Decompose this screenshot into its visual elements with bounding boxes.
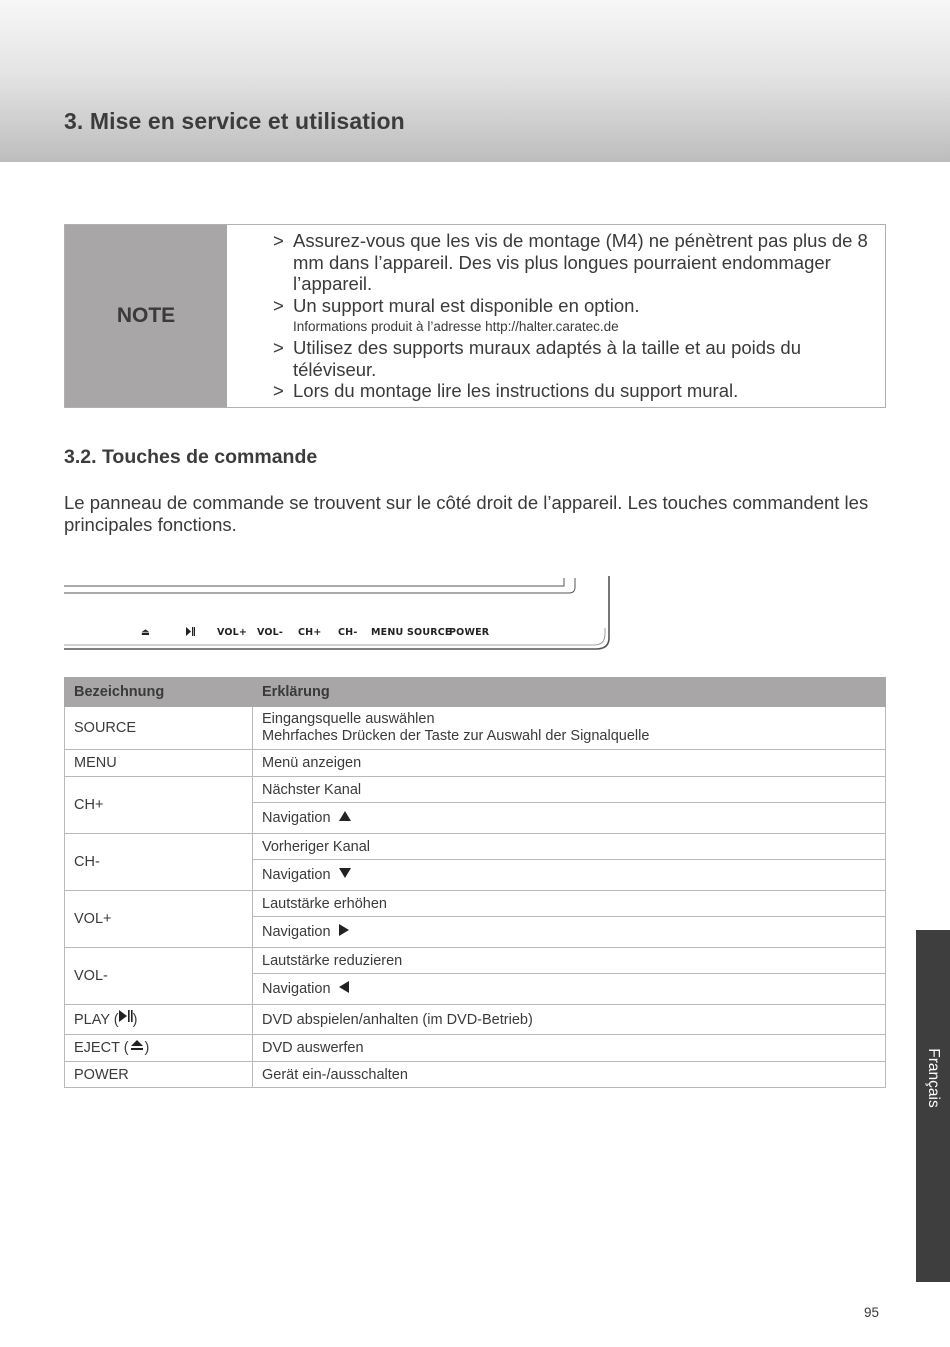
note-text: Un support mural est disponible en option. [293,294,640,316]
table-row [65,948,886,974]
table-row [65,891,886,917]
button-name: VOL+ [65,891,253,948]
navigation-label: Navigation [262,924,331,940]
intro-paragraph: Le panneau de commande se trouvent sur le côté droit de l’appareil. Les touches commandent les principales fonctions. [64,492,869,535]
navigation-cell [253,860,886,891]
table-row [65,707,886,750]
header-band [0,0,950,162]
note-item [273,230,875,295]
page-number: 95 [864,1305,880,1320]
navigation-cell [253,917,886,948]
language-label: Français [925,1048,942,1108]
language-side-tab [916,930,950,1282]
button-name: CH+ [65,777,253,834]
panel-eject-icon: ⏏ [141,627,151,638]
button-name-prefix: PLAY ( [74,1011,119,1028]
navigation-label: Navigation [262,810,331,826]
button-description: Menü anzeigen [253,750,886,777]
play-pause-icon [119,1009,133,1027]
note-content [227,225,885,407]
arrow-right-icon [339,924,349,936]
note-item [273,380,875,402]
button-name [65,1005,253,1035]
button-description: DVD auswerfen [253,1035,886,1062]
button-description: Gerät ein-/ausschalten [253,1062,886,1088]
controls-table [64,677,886,1088]
panel-label-power: POWER [449,627,490,638]
button-name: POWER [65,1062,253,1088]
note-bullet: > [273,380,284,401]
table-row [65,1005,886,1035]
panel-play-pause-icon [186,627,195,639]
note-label: NOTE [65,225,227,407]
button-name: MENU [65,750,253,777]
control-panel-illustration [64,576,614,652]
note-text: Lors du montage lire les instructions du support mural. [293,380,739,401]
panel-label-ch-minus: CH- [338,627,358,638]
button-name-suffix: ) [132,1011,138,1028]
panel-label-vol-minus: VOL- [257,627,284,638]
arrow-up-icon [339,811,351,821]
description-line: Mehrfaches Drücken der Taste zur Auswahl der Signalquelle [262,728,650,744]
table-row [65,750,886,777]
navigation-label: Navigation [262,867,331,883]
table-row [65,777,886,803]
table-header-row [65,678,886,707]
button-name: CH- [65,834,253,891]
control-panel-outline [64,576,614,652]
button-name-suffix: ) [144,1039,150,1056]
note-bullet: > [273,294,284,316]
eject-icon [129,1038,145,1056]
note-bullet: > [273,230,284,251]
panel-label-vol-plus: VOL+ [217,627,248,638]
button-name: VOL- [65,948,253,1005]
description-line: Eingangsquelle auswählen [262,711,435,727]
section-title: 3.2. Touches de commande [64,446,318,468]
navigation-cell [253,974,886,1005]
note-text: Assurez-vous que les vis de montage (M4) ne pénètrent pas plus de 8 mm dans l’appareil. Des vis plus longues pourraient endommager l’appareil. [293,230,868,294]
panel-label-menu: MENU [371,627,404,638]
column-header: Bezeichnung [65,678,253,707]
note-item [273,337,875,380]
note-bullet: > [273,337,284,358]
button-description: Lautstärke reduzieren [253,948,886,974]
note-box [64,224,886,408]
button-name [65,1035,253,1062]
button-description: Lautstärke erhöhen [253,891,886,917]
chapter-title: 3. Mise en service et utilisation [64,108,405,134]
panel-label-source: SOURCE [407,627,452,638]
note-subtext: Informations produit à l’adresse http://halter.caratec.de [293,319,619,334]
button-name: SOURCE [65,707,253,750]
button-name-prefix: EJECT ( [74,1039,129,1056]
arrow-down-icon [339,868,351,878]
panel-label-ch-plus: CH+ [298,627,322,638]
arrow-left-icon [339,981,349,993]
table-row [65,834,886,860]
button-description: Nächster Kanal [253,777,886,803]
table-row [65,1062,886,1088]
note-text: Utilisez des supports muraux adaptés à la taille et au poids du téléviseur. [293,337,802,380]
navigation-cell [253,803,886,834]
table-row [65,1035,886,1062]
column-header: Erklärung [253,678,886,707]
note-item [273,295,875,317]
button-description: DVD abspielen/anhalten (im DVD-Betrieb) [253,1005,886,1035]
button-description: Vorheriger Kanal [253,834,886,860]
navigation-label: Navigation [262,981,331,997]
button-description [253,707,886,750]
